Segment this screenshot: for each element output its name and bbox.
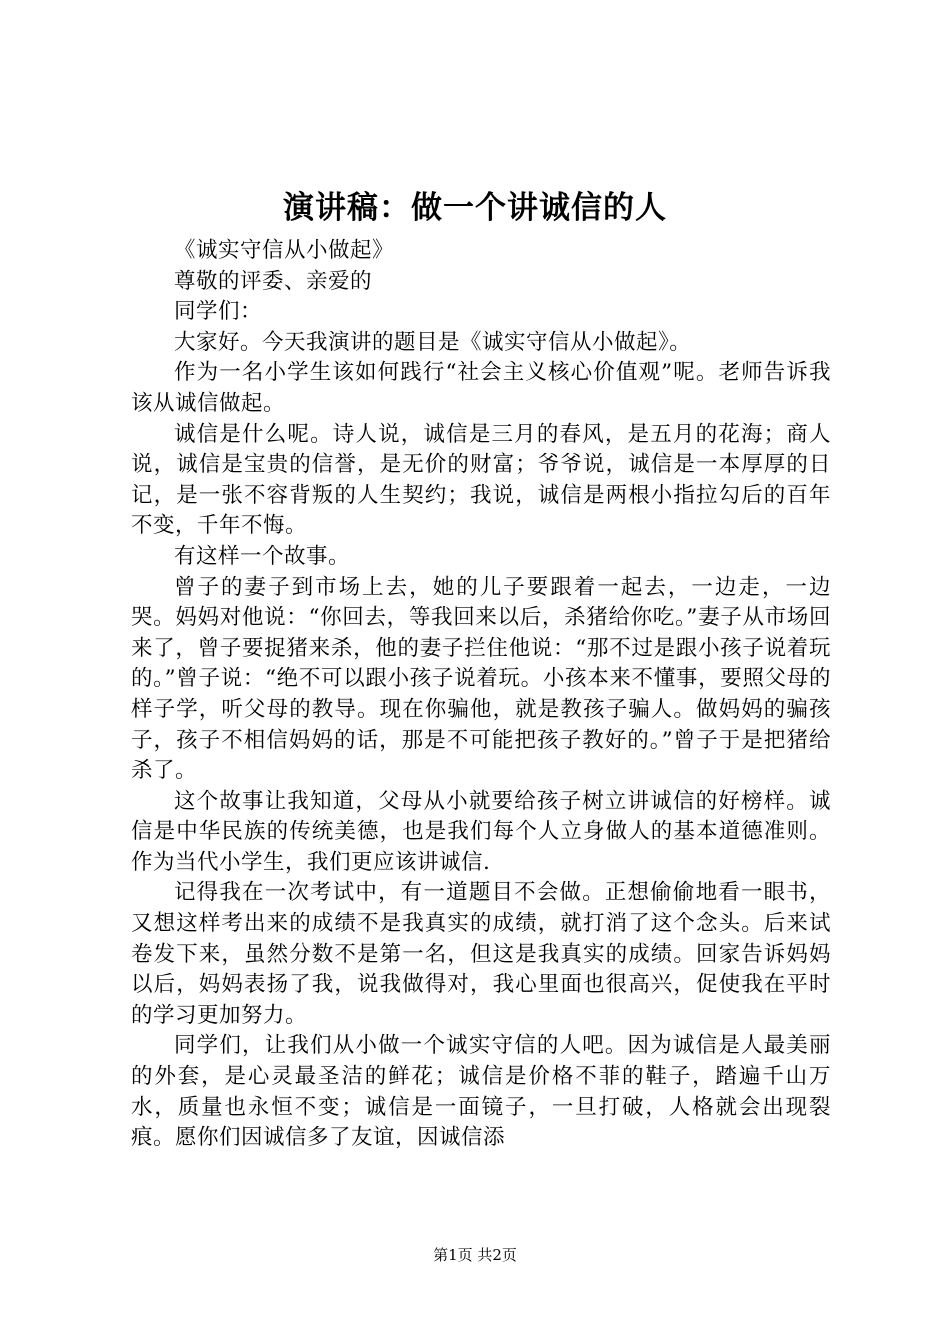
paragraph-intro: 大家好。今天我演讲的题目是《诚实守信从小做起》。 [174, 329, 692, 355]
paragraph-exam-memory: 记得我在一次考试中，有一道题目不会做。正想偷偷地看一眼书，又想这样考出来的成绩不是我真实的成绩，就打消了这个念头。后来试卷发下来，虽然分数不是第一名，但这是我真实的成绩。回家告诉妈妈以后，妈妈表扬了我，说我做得对，我心里面也很高兴，促使我在平时的学习更加努力。 [131, 880, 831, 1028]
paragraph-greeting-1: 尊敬的评委、亲爱的 [174, 268, 373, 294]
paragraph-zengzi-story: 曾子的妻子到市场上去，她的儿子要跟着一起去，一边走，一边哭。妈妈对他说：“你回去，等我回来以后，杀猪给你吃。”妻子从市场回来了，曾子要捉猪来杀，他的妻子拦住他说：“那不过是跟小孩子说着玩的。”曾子说：“绝不可以跟小孩子说着玩。小孩本来不懂事，要照父母的样子学，听父母的教导。现在你骗他，就是教孩子骗人。做妈妈的骗孩子，孩子不相信妈妈的话，那是不可能把孩子教好的。”曾子于是把猪给杀了。 [131, 574, 831, 784]
page-number-footer: 第1页 共2页 [433, 1246, 517, 1264]
paragraph-speech-topic: 《诚实守信从小做起》 [174, 238, 395, 263]
paragraph-story-intro: 有这样一个故事。 [174, 543, 351, 569]
document-body [131, 236, 831, 1154]
paragraph-greeting-2: 同学们： [174, 299, 263, 325]
paragraph-what-is-integrity: 诚信是什么呢。诗人说，诚信是三月的春风，是五月的花海；商人说，诚信是宝贵的信誉，是无价的财富；爷爷说，诚信是一本厚厚的日记，是一张不容背叛的人生契约；我说，诚信是两根小指拉勾后的百年不变，千年不悔。 [131, 421, 831, 539]
paragraph-values: 作为一名小学生该如何践行“社会主义核心价值观”呢。老师告诉我该从诚信做起。 [131, 360, 831, 416]
document-title: 演讲稿：做一个讲诚信的人 [283, 190, 667, 226]
paragraph-closing: 同学们，让我们从小做一个诚实守信的人吧。因为诚信是人最美丽的外套，是心灵最圣洁的鲜花；诚信是价格不菲的鞋子，踏遍千山万水，质量也永恒不变；诚信是一面镜子，一旦打破，人格就会出现裂痕。愿你们因诚信多了友谊，因诚信添 [131, 1033, 831, 1151]
paragraph-story-lesson: 这个故事让我知道，父母从小就要给孩子树立讲诚信的好榜样。诚信是中华民族的传统美德，也是我们每个人立身做人的基本道德准则。作为当代小学生，我们更应该讲诚信. [131, 788, 831, 875]
